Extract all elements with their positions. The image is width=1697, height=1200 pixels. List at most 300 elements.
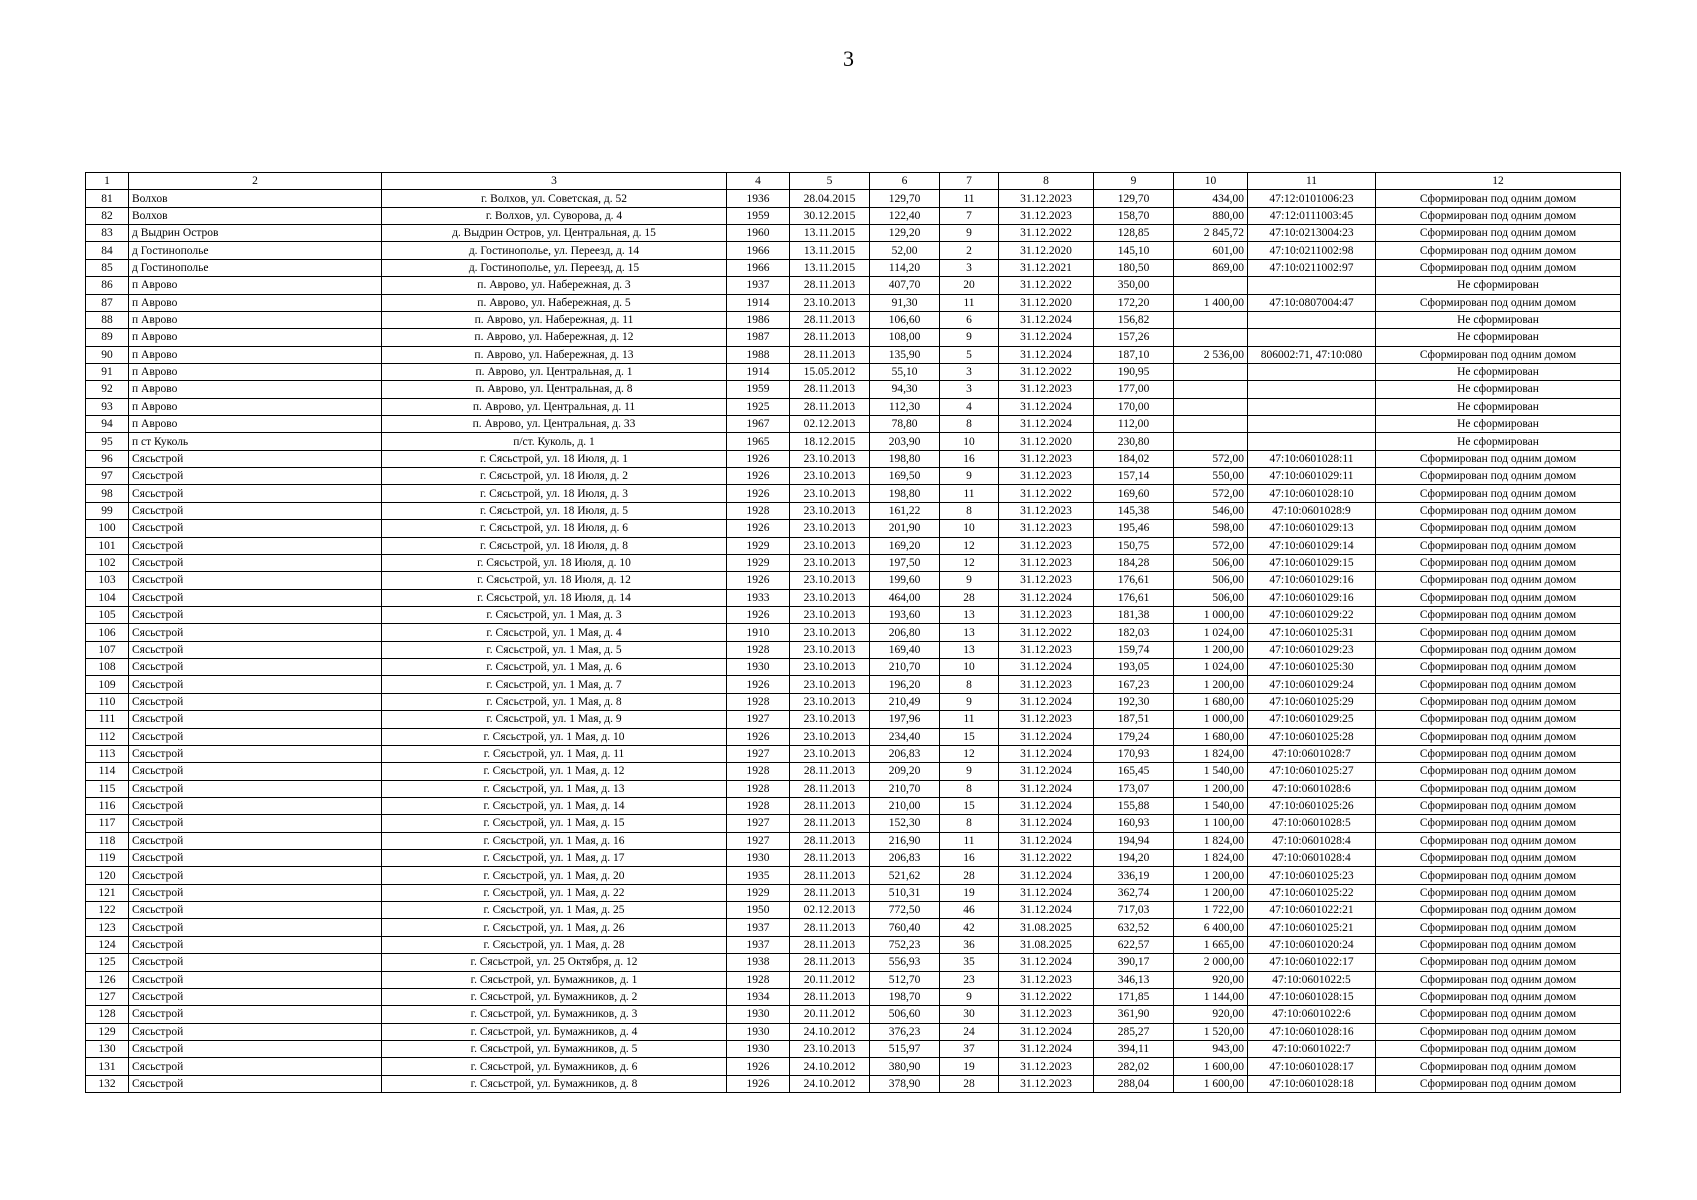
year-built-cell: 1929 [727, 884, 790, 901]
settlement-cell: Волхов [129, 190, 382, 207]
column-header: 6 [870, 173, 940, 190]
land-area-cell: 601,00 [1174, 242, 1248, 259]
table-row [86, 346, 1621, 363]
value-9-cell: 230,80 [1094, 433, 1174, 450]
row-number-cell: 83 [86, 225, 129, 242]
cadastral-number-cell: 47:10:0601028:7 [1248, 745, 1376, 762]
cadastral-number-cell: 47:10:0601025:30 [1248, 659, 1376, 676]
settlement-cell: п Аврово [129, 381, 382, 398]
value-9-cell: 181,38 [1094, 606, 1174, 623]
date-cell: 24.10.2012 [790, 1023, 870, 1040]
row-number-cell: 95 [86, 433, 129, 450]
area-cell: 378,90 [870, 1075, 940, 1092]
settlement-cell: Сясьстрой [129, 676, 382, 693]
land-area-cell: 1 200,00 [1174, 884, 1248, 901]
land-area-cell: 506,00 [1174, 554, 1248, 571]
table-row [86, 815, 1621, 832]
area-cell: 55,10 [870, 363, 940, 380]
settlement-cell: Сясьстрой [129, 763, 382, 780]
deadline-cell: 31.12.2023 [999, 572, 1094, 589]
settlement-cell: Сясьстрой [129, 589, 382, 606]
land-status-cell: Сформирован под одним домом [1376, 763, 1621, 780]
date-cell: 28.11.2013 [790, 277, 870, 294]
residents-cell: 8 [940, 780, 999, 797]
residents-cell: 12 [940, 554, 999, 571]
land-area-cell: 2 536,00 [1174, 346, 1248, 363]
deadline-cell: 31.12.2024 [999, 659, 1094, 676]
year-built-cell: 1928 [727, 641, 790, 658]
year-built-cell: 1926 [727, 728, 790, 745]
address-cell: г. Сясьстрой, ул. 1 Мая, д. 6 [382, 659, 727, 676]
deadline-cell: 31.12.2024 [999, 346, 1094, 363]
land-status-cell: Сформирован под одним домом [1376, 589, 1621, 606]
year-built-cell: 1928 [727, 693, 790, 710]
residents-cell: 15 [940, 797, 999, 814]
land-area-cell: 572,00 [1174, 537, 1248, 554]
land-status-cell: Сформирован под одним домом [1376, 1058, 1621, 1075]
row-number-cell: 126 [86, 971, 129, 988]
value-9-cell: 158,70 [1094, 207, 1174, 224]
area-cell: 376,23 [870, 1023, 940, 1040]
settlement-cell: Сясьстрой [129, 780, 382, 797]
residents-cell: 9 [940, 225, 999, 242]
land-area-cell: 434,00 [1174, 190, 1248, 207]
land-area-cell: 920,00 [1174, 971, 1248, 988]
table-row [86, 1075, 1621, 1092]
year-built-cell: 1928 [727, 763, 790, 780]
residents-cell: 19 [940, 884, 999, 901]
land-status-cell: Сформирован под одним домом [1376, 468, 1621, 485]
year-built-cell: 1929 [727, 554, 790, 571]
area-cell: 510,31 [870, 884, 940, 901]
row-number-cell: 131 [86, 1058, 129, 1075]
deadline-cell: 31.12.2023 [999, 1075, 1094, 1092]
year-built-cell: 1950 [727, 902, 790, 919]
land-area-cell: 1 600,00 [1174, 1058, 1248, 1075]
land-status-cell: Сформирован под одним домом [1376, 1023, 1621, 1040]
address-cell: г. Сясьстрой, ул. 1 Мая, д. 17 [382, 850, 727, 867]
value-9-cell: 169,60 [1094, 485, 1174, 502]
land-status-cell: Сформирован под одним домом [1376, 676, 1621, 693]
area-cell: 206,83 [870, 850, 940, 867]
land-area-cell: 572,00 [1174, 485, 1248, 502]
land-status-cell: Сформирован под одним домом [1376, 971, 1621, 988]
cadastral-number-cell: 47:10:0601022:7 [1248, 1040, 1376, 1057]
row-number-cell: 111 [86, 711, 129, 728]
residents-cell: 12 [940, 537, 999, 554]
date-cell: 02.12.2013 [790, 416, 870, 433]
year-built-cell: 1960 [727, 225, 790, 242]
deadline-cell: 31.12.2023 [999, 711, 1094, 728]
deadline-cell: 31.12.2023 [999, 520, 1094, 537]
row-number-cell: 87 [86, 294, 129, 311]
settlement-cell: д Гостинополье [129, 259, 382, 276]
value-9-cell: 156,82 [1094, 311, 1174, 328]
residents-cell: 9 [940, 763, 999, 780]
year-built-cell: 1929 [727, 537, 790, 554]
residents-cell: 28 [940, 867, 999, 884]
area-cell: 135,90 [870, 346, 940, 363]
settlement-cell: п ст Куколь [129, 433, 382, 450]
deadline-cell: 31.12.2023 [999, 641, 1094, 658]
deadline-cell: 31.12.2023 [999, 381, 1094, 398]
area-cell: 52,00 [870, 242, 940, 259]
address-cell: г. Сясьстрой, ул. Бумажников, д. 2 [382, 988, 727, 1005]
year-built-cell: 1966 [727, 259, 790, 276]
cadastral-number-cell: 47:10:0601029:13 [1248, 520, 1376, 537]
deadline-cell: 31.12.2024 [999, 745, 1094, 762]
residents-cell: 13 [940, 606, 999, 623]
settlement-cell: Сясьстрой [129, 450, 382, 467]
land-status-cell: Сформирован под одним домом [1376, 832, 1621, 849]
date-cell: 23.10.2013 [790, 693, 870, 710]
area-cell: 512,70 [870, 971, 940, 988]
value-9-cell: 193,05 [1094, 659, 1174, 676]
land-area-cell: 506,00 [1174, 589, 1248, 606]
table-row [86, 954, 1621, 971]
cadastral-number-cell: 47:10:0601029:16 [1248, 572, 1376, 589]
date-cell: 23.10.2013 [790, 624, 870, 641]
deadline-cell: 31.12.2024 [999, 867, 1094, 884]
row-number-cell: 122 [86, 902, 129, 919]
land-status-cell: Сформирован под одним домом [1376, 711, 1621, 728]
row-number-cell: 125 [86, 954, 129, 971]
deadline-cell: 31.12.2023 [999, 207, 1094, 224]
value-9-cell: 192,30 [1094, 693, 1174, 710]
address-cell: г. Волхов, ул. Суворова, д. 4 [382, 207, 727, 224]
settlement-cell: Сясьстрой [129, 468, 382, 485]
value-9-cell: 128,85 [1094, 225, 1174, 242]
land-area-cell: 1 100,00 [1174, 815, 1248, 832]
residents-cell: 8 [940, 502, 999, 519]
deadline-cell: 31.12.2023 [999, 971, 1094, 988]
year-built-cell: 1930 [727, 1023, 790, 1040]
cadastral-number-cell [1248, 416, 1376, 433]
residents-cell: 7 [940, 207, 999, 224]
cadastral-number-cell [1248, 433, 1376, 450]
land-status-cell: Сформирован под одним домом [1376, 606, 1621, 623]
address-cell: д. Гостинополье, ул. Переезд, д. 14 [382, 242, 727, 259]
year-built-cell: 1967 [727, 416, 790, 433]
date-cell: 18.12.2015 [790, 433, 870, 450]
year-built-cell: 1936 [727, 190, 790, 207]
cadastral-number-cell: 47:10:0601028:16 [1248, 1023, 1376, 1040]
value-9-cell: 145,38 [1094, 502, 1174, 519]
area-cell: 197,96 [870, 711, 940, 728]
residents-cell: 20 [940, 277, 999, 294]
date-cell: 23.10.2013 [790, 468, 870, 485]
cadastral-number-cell: 47:10:0601029:16 [1248, 589, 1376, 606]
date-cell: 13.11.2015 [790, 259, 870, 276]
land-area-cell: 869,00 [1174, 259, 1248, 276]
row-number-cell: 103 [86, 572, 129, 589]
cadastral-number-cell: 47:10:0601025:31 [1248, 624, 1376, 641]
table-row [86, 520, 1621, 537]
residents-cell: 46 [940, 902, 999, 919]
cadastral-number-cell [1248, 329, 1376, 346]
settlement-cell: Сясьстрой [129, 711, 382, 728]
row-number-cell: 121 [86, 884, 129, 901]
area-cell: 206,83 [870, 745, 940, 762]
value-9-cell: 336,19 [1094, 867, 1174, 884]
residents-cell: 13 [940, 641, 999, 658]
row-number-cell: 91 [86, 363, 129, 380]
row-number-cell: 107 [86, 641, 129, 658]
deadline-cell: 31.12.2024 [999, 763, 1094, 780]
land-status-cell: Сформирован под одним домом [1376, 641, 1621, 658]
land-status-cell: Сформирован под одним домом [1376, 572, 1621, 589]
housing-table [85, 172, 1621, 1093]
value-9-cell: 362,74 [1094, 884, 1174, 901]
date-cell: 28.11.2013 [790, 919, 870, 936]
year-built-cell: 1927 [727, 815, 790, 832]
row-number-cell: 99 [86, 502, 129, 519]
deadline-cell: 31.12.2022 [999, 225, 1094, 242]
area-cell: 91,30 [870, 294, 940, 311]
value-9-cell: 150,75 [1094, 537, 1174, 554]
land-status-cell: Сформирован под одним домом [1376, 225, 1621, 242]
land-area-cell: 6 400,00 [1174, 919, 1248, 936]
settlement-cell: Сясьстрой [129, 659, 382, 676]
date-cell: 20.11.2012 [790, 971, 870, 988]
land-status-cell: Не сформирован [1376, 381, 1621, 398]
value-9-cell: 157,14 [1094, 468, 1174, 485]
residents-cell: 10 [940, 520, 999, 537]
value-9-cell: 159,74 [1094, 641, 1174, 658]
value-9-cell: 112,00 [1094, 416, 1174, 433]
address-cell: п. Аврово, ул. Набережная, д. 11 [382, 311, 727, 328]
row-number-cell: 110 [86, 693, 129, 710]
settlement-cell: Сясьстрой [129, 693, 382, 710]
residents-cell: 10 [940, 433, 999, 450]
land-status-cell: Сформирован под одним домом [1376, 346, 1621, 363]
table-row [86, 641, 1621, 658]
land-status-cell: Сформирован под одним домом [1376, 850, 1621, 867]
table-row [86, 294, 1621, 311]
residents-cell: 35 [940, 954, 999, 971]
date-cell: 23.10.2013 [790, 554, 870, 571]
date-cell: 28.11.2013 [790, 346, 870, 363]
row-number-cell: 85 [86, 259, 129, 276]
settlement-cell: п Аврово [129, 329, 382, 346]
address-cell: п. Аврово, ул. Набережная, д. 13 [382, 346, 727, 363]
address-cell: г. Сясьстрой, ул. 1 Мая, д. 13 [382, 780, 727, 797]
address-cell: г. Сясьстрой, ул. 18 Июля, д. 3 [382, 485, 727, 502]
land-status-cell: Сформирован под одним домом [1376, 207, 1621, 224]
row-number-cell: 89 [86, 329, 129, 346]
address-cell: г. Сясьстрой, ул. 1 Мая, д. 20 [382, 867, 727, 884]
land-status-cell: Сформирован под одним домом [1376, 728, 1621, 745]
settlement-cell: Сясьстрой [129, 624, 382, 641]
value-9-cell: 155,88 [1094, 797, 1174, 814]
deadline-cell: 31.12.2024 [999, 1040, 1094, 1057]
address-cell: г. Сясьстрой, ул. 1 Мая, д. 25 [382, 902, 727, 919]
row-number-cell: 115 [86, 780, 129, 797]
table-row [86, 363, 1621, 380]
address-cell: г. Сясьстрой, ул. 1 Мая, д. 15 [382, 815, 727, 832]
area-cell: 199,60 [870, 572, 940, 589]
address-cell: г. Сясьстрой, ул. 1 Мая, д. 26 [382, 919, 727, 936]
area-cell: 206,80 [870, 624, 940, 641]
value-9-cell: 346,13 [1094, 971, 1174, 988]
row-number-cell: 101 [86, 537, 129, 554]
year-built-cell: 1937 [727, 936, 790, 953]
row-number-cell: 93 [86, 398, 129, 415]
column-header: 5 [790, 173, 870, 190]
area-cell: 760,40 [870, 919, 940, 936]
deadline-cell: 31.12.2021 [999, 259, 1094, 276]
area-cell: 122,40 [870, 207, 940, 224]
area-cell: 169,50 [870, 468, 940, 485]
residents-cell: 16 [940, 850, 999, 867]
settlement-cell: Сясьстрой [129, 554, 382, 571]
address-cell: п. Аврово, ул. Центральная, д. 8 [382, 381, 727, 398]
residents-cell: 9 [940, 329, 999, 346]
residents-cell: 2 [940, 242, 999, 259]
column-header: 10 [1174, 173, 1248, 190]
land-status-cell: Сформирован под одним домом [1376, 259, 1621, 276]
year-built-cell: 1930 [727, 659, 790, 676]
land-area-cell: 943,00 [1174, 1040, 1248, 1057]
row-number-cell: 102 [86, 554, 129, 571]
date-cell: 28.11.2013 [790, 988, 870, 1005]
table-row [86, 1040, 1621, 1057]
table-row [86, 537, 1621, 554]
land-area-cell [1174, 311, 1248, 328]
land-status-cell: Сформирован под одним домом [1376, 450, 1621, 467]
row-number-cell: 120 [86, 867, 129, 884]
residents-cell: 24 [940, 1023, 999, 1040]
date-cell: 28.11.2013 [790, 797, 870, 814]
residents-cell: 11 [940, 711, 999, 728]
land-area-cell: 1 665,00 [1174, 936, 1248, 953]
year-built-cell: 1926 [727, 468, 790, 485]
row-number-cell: 117 [86, 815, 129, 832]
date-cell: 23.10.2013 [790, 294, 870, 311]
row-number-cell: 86 [86, 277, 129, 294]
cadastral-number-cell: 47:12:0101006:23 [1248, 190, 1376, 207]
date-cell: 23.10.2013 [790, 745, 870, 762]
address-cell: п. Аврово, ул. Набережная, д. 3 [382, 277, 727, 294]
row-number-cell: 96 [86, 450, 129, 467]
table-row [86, 485, 1621, 502]
column-header: 12 [1376, 173, 1621, 190]
table-row [86, 797, 1621, 814]
value-9-cell: 350,00 [1094, 277, 1174, 294]
land-status-cell: Сформирован под одним домом [1376, 745, 1621, 762]
settlement-cell: Сясьстрой [129, 728, 382, 745]
table-row [86, 1058, 1621, 1075]
residents-cell: 15 [940, 728, 999, 745]
cadastral-number-cell: 47:10:0601028:5 [1248, 815, 1376, 832]
table-row [86, 919, 1621, 936]
date-cell: 23.10.2013 [790, 641, 870, 658]
table-row [86, 242, 1621, 259]
year-built-cell: 1926 [727, 676, 790, 693]
cadastral-number-cell [1248, 398, 1376, 415]
row-number-cell: 128 [86, 1006, 129, 1023]
deadline-cell: 31.08.2025 [999, 919, 1094, 936]
settlement-cell: Сясьстрой [129, 988, 382, 1005]
date-cell: 28.11.2013 [790, 954, 870, 971]
year-built-cell: 1959 [727, 207, 790, 224]
land-area-cell: 550,00 [1174, 468, 1248, 485]
table-row [86, 311, 1621, 328]
page-number: 3 [843, 46, 854, 71]
date-cell: 28.11.2013 [790, 832, 870, 849]
value-9-cell: 195,46 [1094, 520, 1174, 537]
table-row [86, 763, 1621, 780]
row-number-cell: 94 [86, 416, 129, 433]
address-cell: г. Сясьстрой, ул. 25 Октября, д. 12 [382, 954, 727, 971]
table-row [86, 659, 1621, 676]
address-cell: г. Сясьстрой, ул. 18 Июля, д. 8 [382, 537, 727, 554]
settlement-cell: Сясьстрой [129, 884, 382, 901]
residents-cell: 30 [940, 1006, 999, 1023]
deadline-cell: 31.12.2022 [999, 485, 1094, 502]
land-area-cell: 1 200,00 [1174, 780, 1248, 797]
table-row [86, 572, 1621, 589]
deadline-cell: 31.12.2022 [999, 850, 1094, 867]
land-area-cell: 1 824,00 [1174, 832, 1248, 849]
settlement-cell: Сясьстрой [129, 832, 382, 849]
cadastral-number-cell: 47:10:0601028:4 [1248, 832, 1376, 849]
deadline-cell: 31.12.2020 [999, 294, 1094, 311]
residents-cell: 19 [940, 1058, 999, 1075]
row-number-cell: 100 [86, 520, 129, 537]
deadline-cell: 31.12.2023 [999, 450, 1094, 467]
area-cell: 198,70 [870, 988, 940, 1005]
land-area-cell [1174, 363, 1248, 380]
land-area-cell: 1 680,00 [1174, 693, 1248, 710]
year-built-cell: 1930 [727, 850, 790, 867]
deadline-cell: 31.12.2023 [999, 1058, 1094, 1075]
date-cell: 28.11.2013 [790, 311, 870, 328]
date-cell: 28.11.2013 [790, 381, 870, 398]
address-cell: г. Сясьстрой, ул. 1 Мая, д. 12 [382, 763, 727, 780]
settlement-cell: Сясьстрой [129, 971, 382, 988]
land-status-cell: Сформирован под одним домом [1376, 520, 1621, 537]
address-cell: г. Сясьстрой, ул. Бумажников, д. 8 [382, 1075, 727, 1092]
land-status-cell: Сформирован под одним домом [1376, 884, 1621, 901]
land-status-cell: Сформирован под одним домом [1376, 659, 1621, 676]
address-cell: г. Сясьстрой, ул. Бумажников, д. 3 [382, 1006, 727, 1023]
cadastral-number-cell: 47:10:0601029:15 [1248, 554, 1376, 571]
cadastral-number-cell [1248, 277, 1376, 294]
settlement-cell: Волхов [129, 207, 382, 224]
cadastral-number-cell: 47:10:0601022:17 [1248, 954, 1376, 971]
address-cell: г. Сясьстрой, ул. 1 Мая, д. 3 [382, 606, 727, 623]
land-area-cell: 1 540,00 [1174, 797, 1248, 814]
area-cell: 169,20 [870, 537, 940, 554]
value-9-cell: 170,93 [1094, 745, 1174, 762]
cadastral-number-cell: 47:10:0211002:97 [1248, 259, 1376, 276]
residents-cell: 3 [940, 259, 999, 276]
value-9-cell: 165,45 [1094, 763, 1174, 780]
date-cell: 28.11.2013 [790, 329, 870, 346]
date-cell: 30.12.2015 [790, 207, 870, 224]
value-9-cell: 172,20 [1094, 294, 1174, 311]
residents-cell: 8 [940, 416, 999, 433]
table-row [86, 606, 1621, 623]
table-row [86, 693, 1621, 710]
year-built-cell: 1927 [727, 711, 790, 728]
residents-cell: 23 [940, 971, 999, 988]
row-number-cell: 92 [86, 381, 129, 398]
row-number-cell: 81 [86, 190, 129, 207]
land-area-cell: 1 024,00 [1174, 659, 1248, 676]
settlement-cell: д Выдрин Остров [129, 225, 382, 242]
